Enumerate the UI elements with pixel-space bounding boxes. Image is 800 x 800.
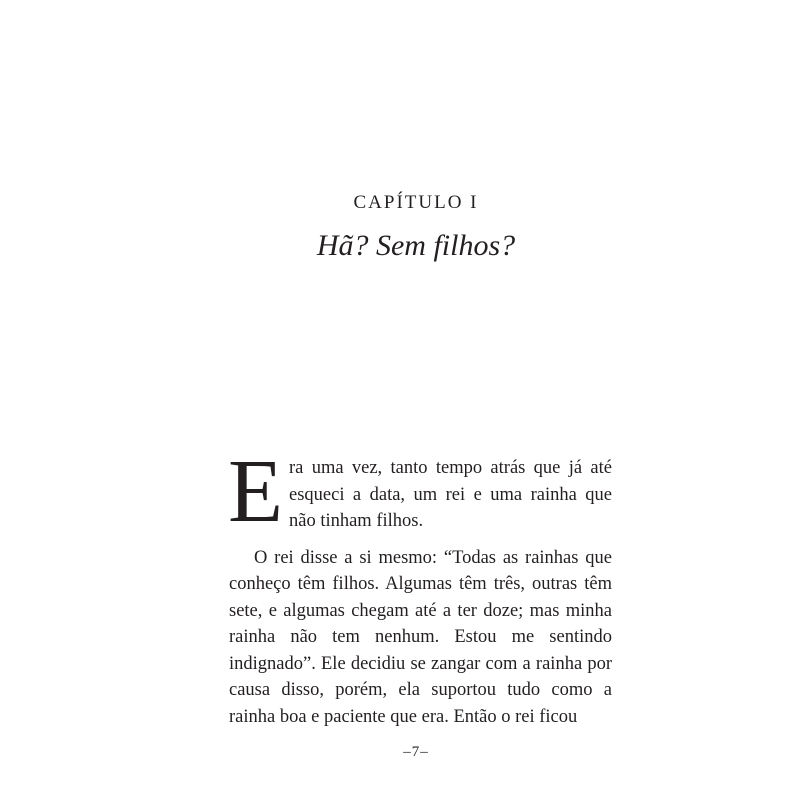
body-text — [228, 442, 612, 730]
drop-cap: E — [228, 442, 283, 541]
first-paragraph — [228, 442, 612, 541]
second-paragraph: O rei disse a si mesmo: “Todas as rainhas que conheço têm filhos. Algumas têm três, outras têm sete, e algumas chegam até a ter doze; mas minha rainha não tem nenhum. Estou me sentindo indignado”. Ele decidiu se zangar com a rainha por causa disso, porém, ela suportou tudo como a rainha boa e paciente que era. Então o rei ficou — [229, 547, 612, 727]
chapter-title: Hã? Sem filhos? — [316, 229, 516, 262]
first-paragraph-text: ra uma vez, tanto tempo atrás que já até esqueci a data, um rei e uma rainha que não tinham filhos. — [288, 458, 612, 531]
chapter-label: CAPÍTULO I — [353, 192, 479, 213]
page-number: –7– — [403, 744, 429, 760]
